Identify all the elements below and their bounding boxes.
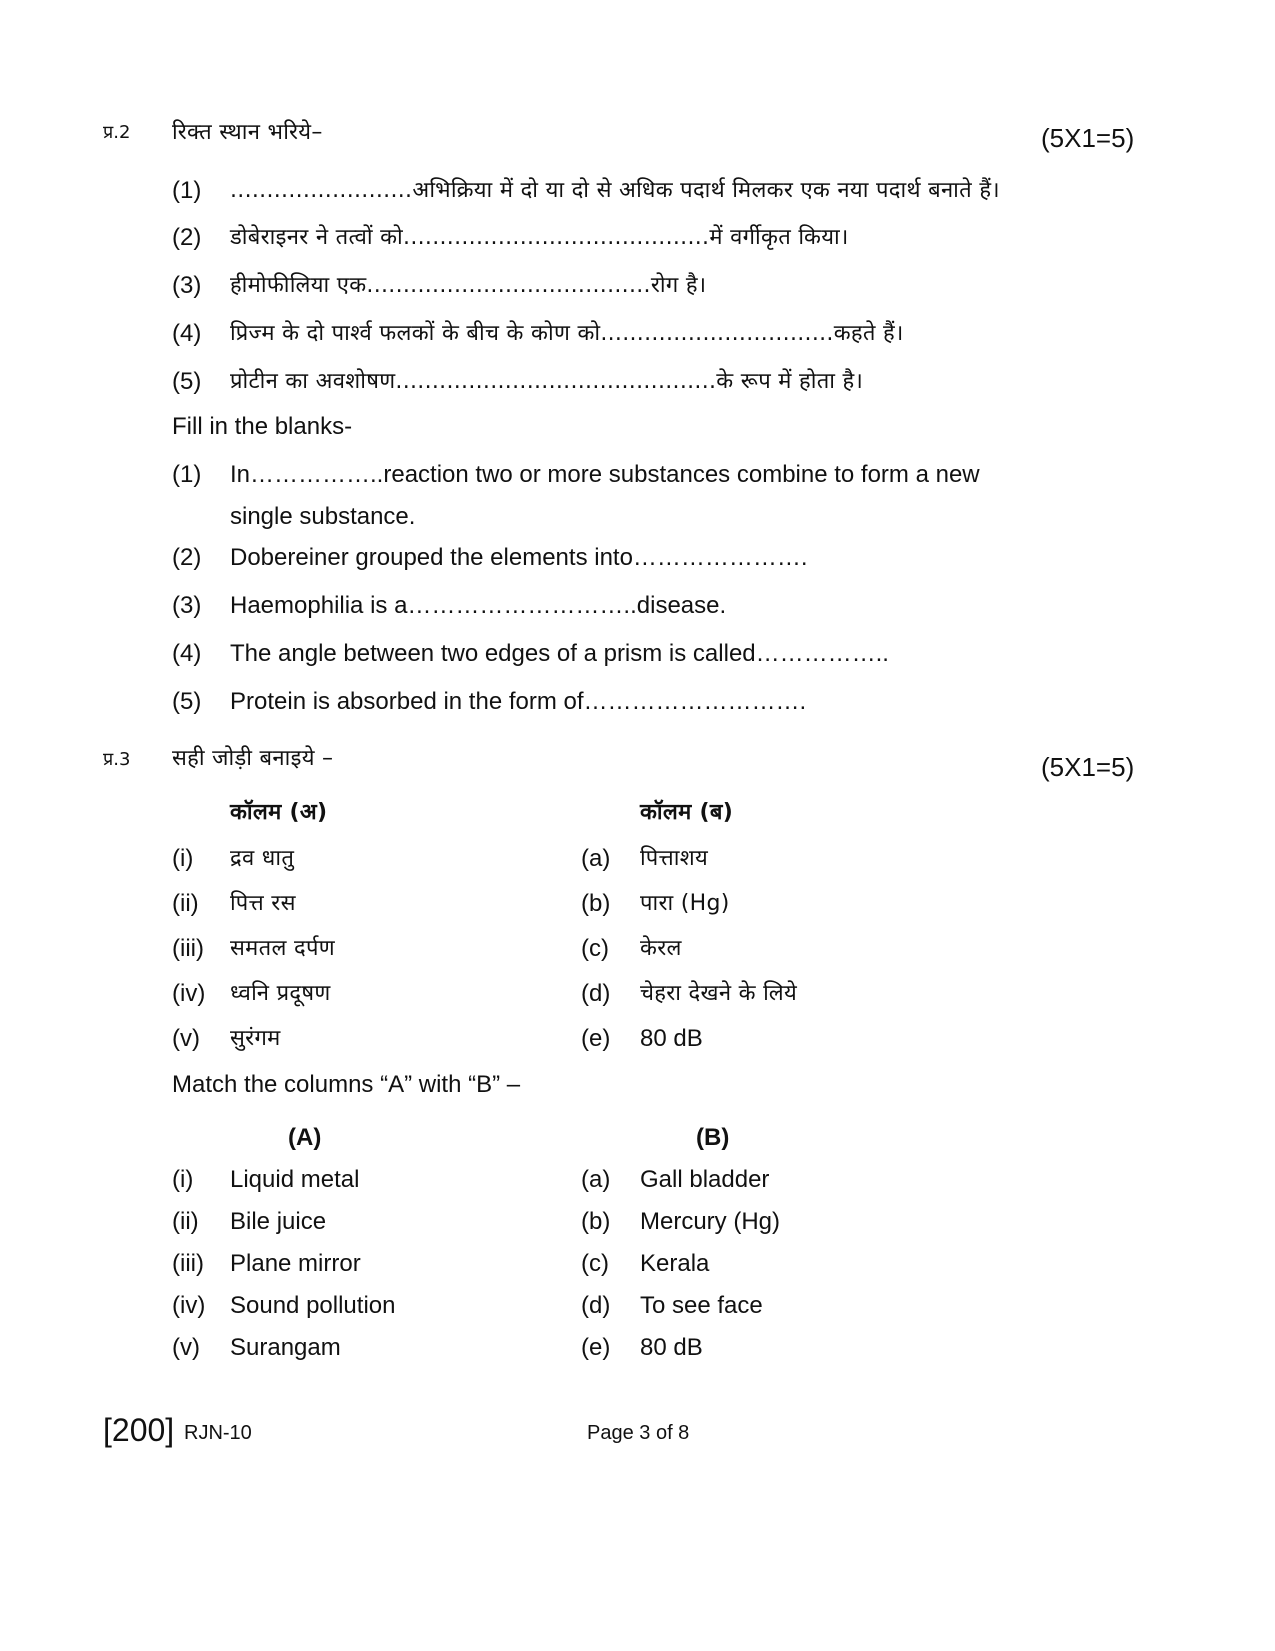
q3-hi-row-a: ध्वनि प्रदूषण	[230, 981, 331, 1006]
q3-hi-row-b: चेहरा देखने के लिये	[640, 981, 798, 1006]
q3-en-row-number: (ii)	[172, 1208, 199, 1235]
q3-hi-row-b: केरल	[640, 936, 682, 961]
q3-marks: (5X1=5)	[1041, 752, 1135, 782]
q2-hi-item-number: (4)	[172, 320, 202, 347]
q3-column-b-english: (B)	[696, 1124, 730, 1151]
q2-hi-item-text: प्रोटीन का अवशोषण............................................के रूप में होता है।	[230, 369, 864, 394]
q2-heading-hindi: रिक्त स्थान भरिये–	[172, 120, 323, 145]
q3-hi-row-a: सुरंगम	[230, 1026, 281, 1051]
q2-hi-item-number: (3)	[172, 272, 202, 299]
q3-en-row-letter: (b)	[581, 1208, 611, 1235]
q2-en-item-number: (2)	[172, 544, 202, 571]
q2-en-item-number: (3)	[172, 592, 202, 619]
q3-hi-row-b: पित्ताशय	[640, 846, 709, 871]
q3-en-row-b: Kerala	[640, 1250, 710, 1277]
footer-paper-code: [200]	[103, 1412, 175, 1448]
q2-hi-item-number: (5)	[172, 368, 202, 395]
q3-en-row-number: (v)	[172, 1334, 200, 1361]
q2-hi-item-text: डोबेराइनर ने तत्वों को..........................................में वर्गीकृत किया।	[230, 225, 849, 250]
q3-en-row-b: Mercury (Hg)	[640, 1208, 781, 1235]
q3-en-row-a: Plane mirror	[230, 1250, 361, 1277]
q3-hi-row-b: पारा (Hg)	[640, 891, 730, 916]
q3-hi-row-letter: (d)	[581, 980, 611, 1007]
q3-hi-row-letter: (a)	[581, 845, 611, 872]
q2-en-item-text-continued: single substance.	[230, 503, 416, 530]
q3-hi-row-letter: (c)	[581, 935, 609, 962]
q3-hi-row-b: 80 dB	[640, 1025, 703, 1052]
q3-heading-hindi: सही जोड़ी बनाइये –	[172, 746, 334, 771]
q2-en-item-text: Haemophilia is a………………………..disease.	[230, 592, 727, 619]
q3-en-row-letter: (c)	[581, 1250, 609, 1277]
q3-en-row-a: Bile juice	[230, 1208, 327, 1235]
footer-paper-id: RJN-10	[184, 1422, 252, 1444]
q3-number: प्र.3	[103, 749, 131, 770]
q3-hi-row-letter: (b)	[581, 890, 611, 917]
q3-en-row-b: Gall bladder	[640, 1166, 770, 1193]
q3-en-row-b: To see face	[640, 1292, 763, 1319]
q3-en-row-a: Sound pollution	[230, 1292, 396, 1319]
q3-hi-row-number: (v)	[172, 1025, 200, 1052]
q2-number: प्र.2	[103, 122, 131, 143]
footer-page-number: Page 3 of 8	[587, 1422, 690, 1444]
q2-hi-item-text: हीमोफीलिया एक.......................................रोग है।	[230, 273, 707, 298]
q3-hi-row-a: समतल दर्पण	[230, 936, 335, 961]
q3-hi-row-a: पित्त रस	[230, 891, 296, 916]
q3-en-row-number: (iii)	[172, 1250, 204, 1277]
q3-en-row-letter: (d)	[581, 1292, 611, 1319]
q2-en-item-number: (5)	[172, 688, 202, 715]
q2-hi-item-number: (2)	[172, 224, 202, 251]
q2-en-item-text: Protein is absorbed in the form of……………………….	[230, 688, 807, 715]
q2-hi-item-text: प्रिज्म के दो पार्श्व फलकों के बीच के कोण को................................कहते हैं।	[230, 321, 904, 346]
q3-hi-row-letter: (e)	[581, 1025, 611, 1052]
q2-hi-item-text: .........................अभिक्रिया में दो या दो से अधिक पदार्थ मिलकर एक नया पदार्थ बनाते हैं।	[230, 178, 1000, 203]
q2-en-item-text: Dobereiner grouped the elements into………………….	[230, 544, 808, 571]
q3-column-b-hindi: कॉलम (ब)	[640, 800, 734, 825]
q2-en-item-number: (1)	[172, 461, 202, 488]
q2-en-item-number: (4)	[172, 640, 202, 667]
q3-en-row-letter: (e)	[581, 1334, 611, 1361]
q3-hi-row-a: द्रव धातु	[230, 846, 295, 871]
q2-en-item-text: The angle between two edges of a prism is called……………..	[230, 640, 889, 667]
q3-en-row-number: (iv)	[172, 1292, 206, 1319]
q2-hi-item-number: (1)	[172, 177, 202, 204]
q3-column-a-hindi: कॉलम (अ)	[230, 800, 328, 825]
q2-en-item-text: In……………..reaction two or more substances combine to form a new	[230, 461, 980, 488]
q3-hi-row-number: (iv)	[172, 980, 206, 1007]
q2-marks: (5X1=5)	[1041, 123, 1135, 153]
q3-hi-row-number: (i)	[172, 845, 194, 872]
q3-hi-row-number: (ii)	[172, 890, 199, 917]
q3-column-a-english: (A)	[288, 1124, 322, 1151]
q3-en-row-letter: (a)	[581, 1166, 611, 1193]
q3-en-row-number: (i)	[172, 1166, 194, 1193]
q3-heading-english: Match the columns “A” with “B” –	[172, 1071, 521, 1098]
q3-en-row-b: 80 dB	[640, 1334, 703, 1361]
q3-hi-row-number: (iii)	[172, 935, 204, 962]
q3-en-row-a: Surangam	[230, 1334, 341, 1361]
q2-heading-english: Fill in the blanks-	[172, 413, 353, 440]
q3-en-row-a: Liquid metal	[230, 1166, 360, 1193]
